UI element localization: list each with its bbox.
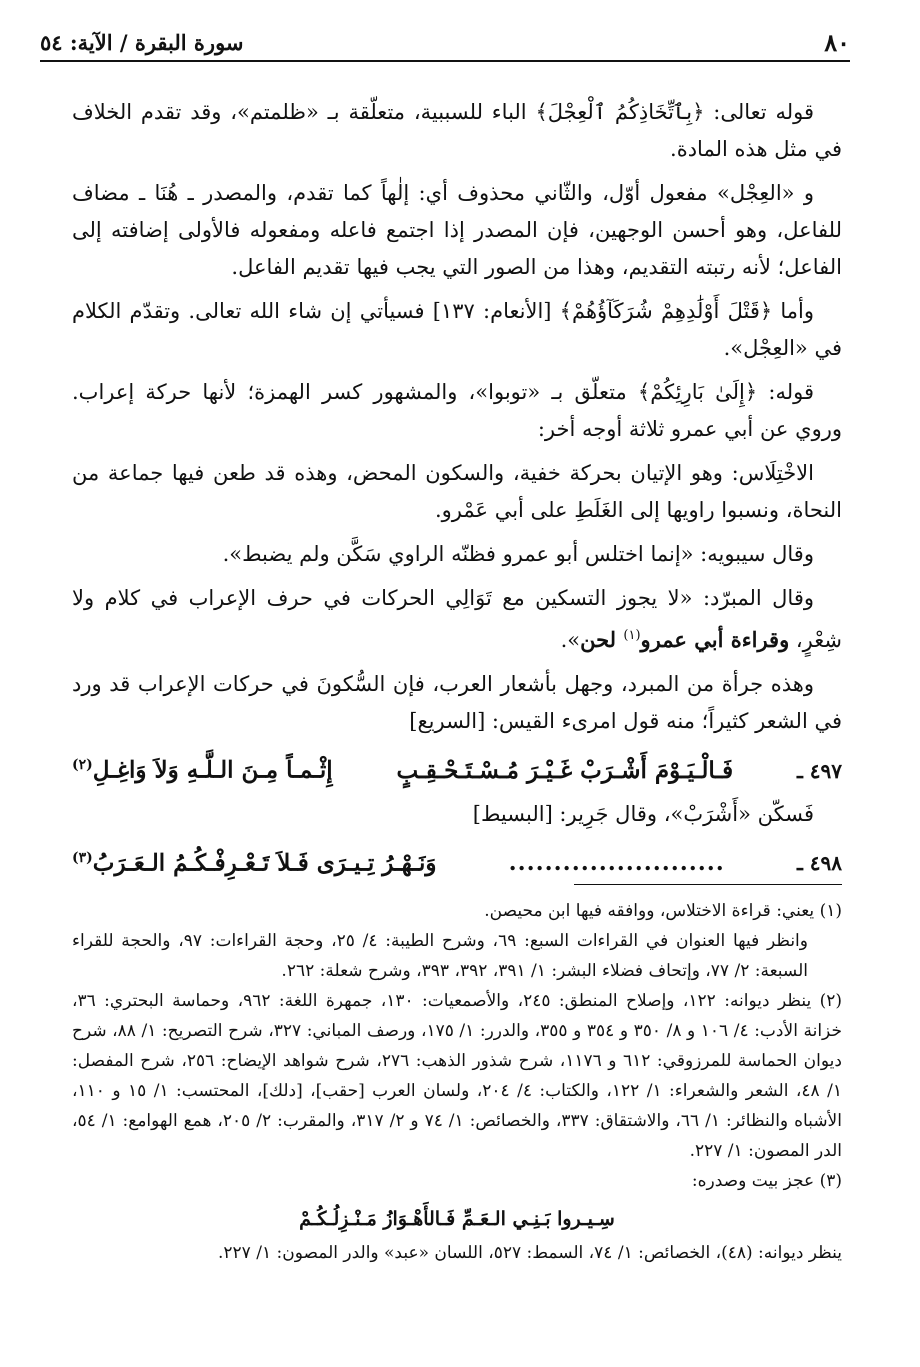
main-text <box>72 94 842 888</box>
running-title: سورة البقرة / الآية: ٥٤ <box>40 29 244 55</box>
paragraph: وأما ﴿قَتْلَ أَوْلَٰدِهِمْ شُرَكَآؤُهُمْ﴾ [الأنعام: ١٣٧] فسيأتي إن شاء الله تعالى. وتقدّم الكلام في «العِجْل». <box>72 299 842 360</box>
hemistich-text: وَنَـهْـرُ تِـيـرَى فَـلاَ تَـعْـرِفْـكُـمُ الـعَـرَبُ <box>92 849 437 877</box>
footnote-text: يعني: قراءة الاختلاس، ووافقه فيها ابن محيصن. <box>484 901 815 921</box>
paragraph: و «العِجْل» مفعول أوّل، والثّاني محذوف أي: إلٰهاً كما تقدم، والمصدر ـ هُنَا ـ مضاف للفاعل، وهو أحسن الوجهين، فإن المصدر إذا اجتمع فاعله ومفعوله فالأولى إضافته إلى الفاعل؛ لأنه رتبته التقديم، وهذا من الصور التي يجب فيها تقديم الفاعل. <box>72 181 842 279</box>
footnotes <box>72 896 842 1268</box>
paragraph: فَسكّن «أَشْرَبْ»، وقال جَرِير: [البسيط] <box>472 801 814 826</box>
paragraph: قوله: ﴿إِلَىٰ بَارِئِكُمْ﴾ متعلّق بـ «توبوا»، والمشهور كسر الهمزة؛ لأنها حركة إعراب. وروي عن أبي عمرو ثلاثة أوجه أخر: <box>72 380 842 441</box>
footnote-ref: (٢) <box>72 757 93 773</box>
footnote-poem: سِـيـروا بَـنِـي الـعَـمِّ فَـالأَهْـوَازُ مَـنْـزِلُـكُـمْ <box>299 1208 615 1230</box>
footnote-label: (٢) <box>819 991 843 1011</box>
paragraph-text: ». <box>560 628 581 652</box>
footnote-label: (١) <box>819 901 842 921</box>
verse-second-hemistich <box>72 747 333 789</box>
verse-second-hemistich <box>72 840 437 882</box>
footnote-2 <box>72 986 842 1166</box>
paragraph-mubarrad <box>72 580 842 659</box>
hemistich-text: إِثْـمـاً مِـنَ الـلَّـهِ وَلاَ وَاغِـلِ <box>92 756 333 784</box>
footnote-3 <box>72 1166 842 1196</box>
poetry-verse <box>72 840 842 883</box>
footnote-label: (٣) <box>819 1171 842 1191</box>
verse-number: ٤٩٧ ـ <box>796 758 842 783</box>
footnote-text: عجز بيت وصدره: <box>691 1171 815 1191</box>
verse-first-hemistich: ........................ <box>508 849 725 877</box>
footnote-1 <box>72 896 842 926</box>
footnote-1-cont: وانظر فيها العنوان في القراءات السبع: ٦٩، وشرح الطيبة: ٤/ ٢٥، وحجة القراءات: ٩٧، والحجة للقراء السبعة: ٢/ ٧٧، وإتحاف فضلاء البشر: ١/ ٣٩١، ٣٩٢، ٣٩٣، وشرح شعلة: ٢٦٢. <box>72 931 808 981</box>
page-header <box>40 26 850 62</box>
bold-phrase: وقراءة أبي عمرو <box>640 627 790 652</box>
paragraph: قوله تعالى: ﴿بِٱتِّخَاذِكُمُ ٱلْعِجْلَ﴾ الباء للسببية، متعلّقة بـ «ظلمتم»، وقد تقدم الخلاف في مثل هذه المادة. <box>72 100 842 161</box>
footnote-separator <box>574 884 842 885</box>
verse-number: ٤٩٨ ـ <box>796 851 842 876</box>
footnote-ref: (٣) <box>72 849 93 866</box>
verse-first-hemistich: فَـالْـيَـوْمَ أَشْـرَبْ غَـيْـرَ مُـسْـتَـحْـقِـبٍ <box>396 756 734 784</box>
paragraph: وهذه جرأة من المبرد، وجهل بأشعار العرب، فإن السُّكونَ في حركات الإعراب قد ورد في الشعر كثيراً؛ منه قول امرىء القيس: [السريع] <box>72 672 842 733</box>
paragraph-text: وقال المبرّد: «لا يجوز التسكين مع تَوَالِي الحركات في حرف الإعراب في كلام ولا شِعْرٍ، <box>72 586 842 652</box>
footnote-3-sources: ينظر ديوانه: (٤٨)، الخصائص: ١/ ٧٤، السمط: ٥٢٧، اللسان «عبد» والدر المصون: ١/ ٢٢٧. <box>218 1243 842 1263</box>
paragraph: وقال سيبويه: «إنما اختلس أبو عمرو فظنّه الراوي سَكَّن ولم يضبط». <box>222 542 814 566</box>
poetry-verse <box>72 747 842 790</box>
footnote-ref: (١) <box>623 628 641 643</box>
bold-phrase: لحن <box>580 627 624 652</box>
paragraph: الاخْتِلَاس: وهو الإتيان بحركة خفية، والسكون المحض، وهذه قد طعن فيها جماعة من النحاة، ونسبوا راويها إلى الغَلَطِ على أبي عَمْرو. <box>72 461 842 522</box>
page-number: ٨٠ <box>824 27 850 57</box>
footnote-text: ينظر ديوانه: ١٢٢، وإصلاح المنطق: ٢٤٥، والأصمعيات: ١٣٠، جمهرة اللغة: ٩٦٢، وحماسة البحتري: ٣٦، خزانة الأدب: ٤/ ١٠٦ و ٨/ ٣٥٠ و ٣٥٤ و ٣٥٥، والدرر: ١/ ١٧٥، ورصف المباني: ٣٢٧، شرح التصريح: ١/ ٨٨، شرح ديوان الحماسة للمرزوقي: ٦١٢ و ١١٧٦، شرح شذور الذهب: ٢٧٦، شرح شواهد الإيضاح: ٢٥٦، شرح المفصل: ١/ ٤٨، الشعر والشعراء: ١/ ١٢٢، والكتاب: ٤/ ٢٠٤، ولسان العرب [حقب]، [دلك]، المحتسب: ١/ ١٥ و ١١٠، الأشباه والنظائر: ١/ ٦٦، والاشتقاق: ٣٣٧، والخصائص: ١/ ٧٤ و ٢/ ٣١٧، والمقرب: ٢/ ٢٠٥، همع الهوامع: ١/ ٥٤، الدر المصون: ١/ ٢٢٧. <box>72 991 842 1161</box>
